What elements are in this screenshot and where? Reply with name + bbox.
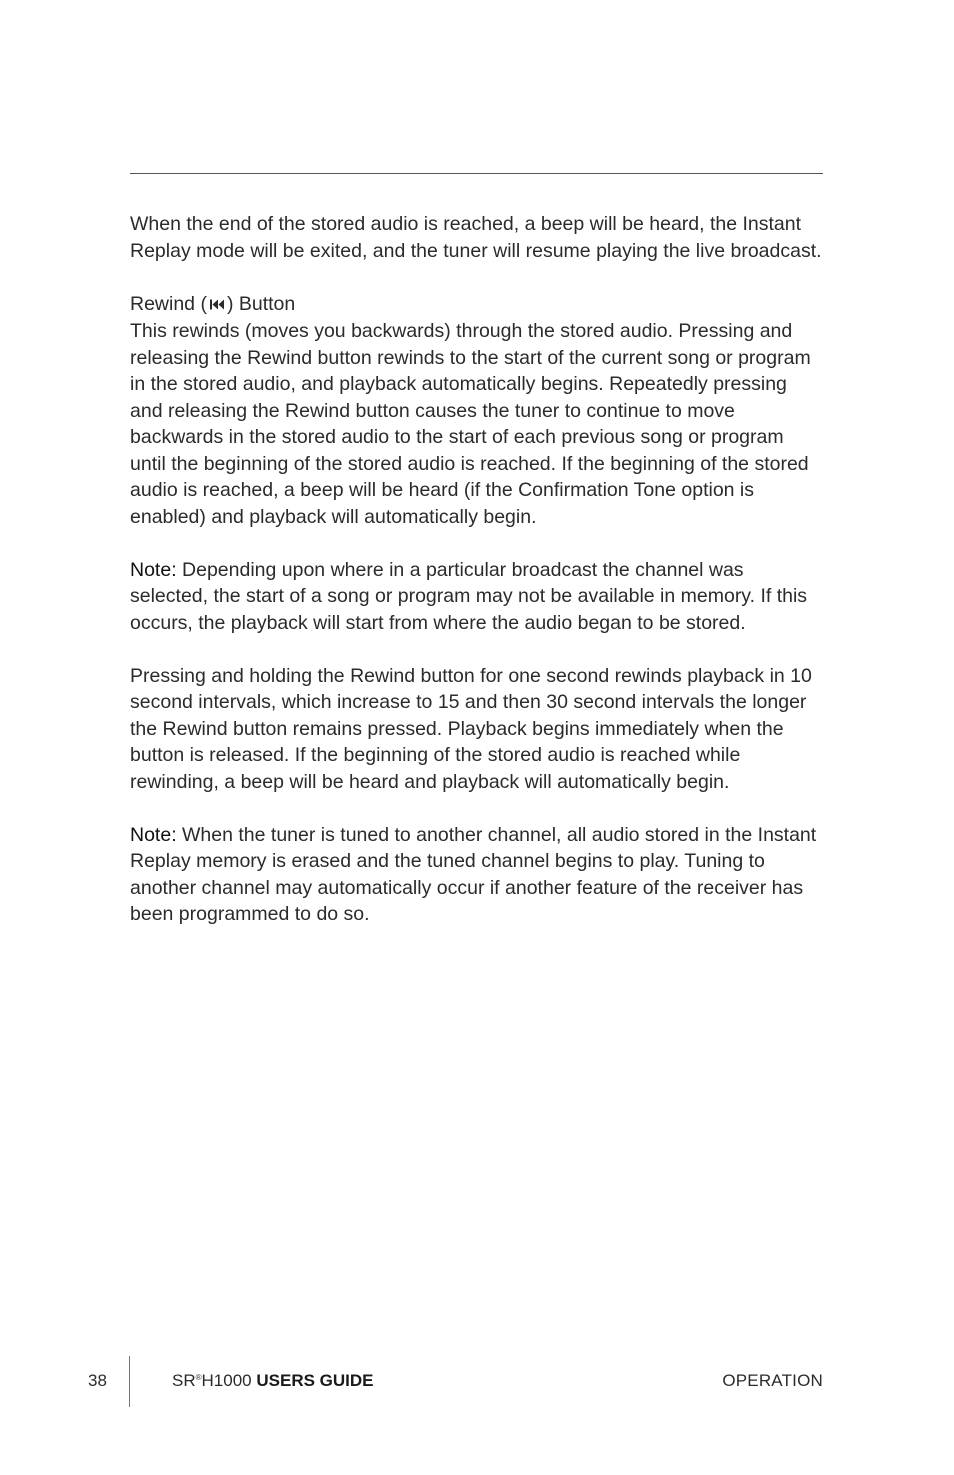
rewind-section bbox=[130, 291, 824, 531]
registered-mark: ® bbox=[195, 1373, 202, 1382]
footer-divider bbox=[129, 1356, 130, 1407]
footer-guide-title bbox=[172, 1371, 374, 1391]
rewind-heading-prefix: Rewind ( bbox=[130, 292, 207, 315]
model-prefix: SR bbox=[172, 1371, 196, 1390]
rewind-heading bbox=[130, 291, 824, 319]
rewind-paragraph: This rewinds (moves you backwards) through the stored audio. Pressing and releasing the Rewind button rewinds to the start of the current song or program in the stored audio, and playback automatically begins. Repeatedly pressing and releasing the Rewind button causes the tuner to continue to move backwards in the stored audio to the start of each previous song or program until the beginning of the stored audio is reached. If the beginning of the stored audio is reached, a beep will be heard (if the Confirmation Tone option is enabled) and playback will automatically begin. bbox=[130, 320, 811, 528]
note-label: Note: bbox=[130, 823, 177, 846]
note-text: When the tuner is tuned to another channel, all audio stored in the Instant Replay memory is erased and the tuned channel begins to play. Tuning to another channel may automatically occur if another feature of the receiver has been programmed to do so. bbox=[130, 823, 817, 925]
rewind-icon bbox=[209, 292, 225, 319]
paragraph-press-and-hold: Pressing and holding the Rewind button for one second rewinds playback in 10 second intervals, which increase to 15 and then 30 second intervals the longer the Rewind button remains pressed. Playback begins immediately when the button is released. If the beginning of the stored audio is reached while rewinding, a beep will be heard and playback will automatically begin. bbox=[130, 664, 812, 793]
note-paragraph-2 bbox=[130, 822, 824, 928]
note-paragraph-1 bbox=[130, 557, 824, 637]
header-rule bbox=[130, 173, 823, 174]
note-label: Note: bbox=[130, 558, 177, 581]
page-number: 38 bbox=[88, 1371, 107, 1390]
model-suffix: H1000 bbox=[201, 1371, 252, 1390]
section-name: OPERATION bbox=[722, 1371, 823, 1390]
paragraph-end-of-audio: When the end of the stored audio is reached, a beep will be heard, the Instant Replay mode will be exited, and the tuner will resume playing the live broadcast. bbox=[130, 213, 822, 262]
note-text: Depending upon where in a particular broadcast the channel was selected, the start of a song or program may not be available in memory. If this occurs, the playback will start from where the audio began to be stored. bbox=[130, 558, 808, 634]
page-content bbox=[130, 211, 824, 954]
rewind-heading-suffix: ) Button bbox=[226, 292, 296, 315]
guide-label: USERS GUIDE bbox=[256, 1371, 374, 1390]
